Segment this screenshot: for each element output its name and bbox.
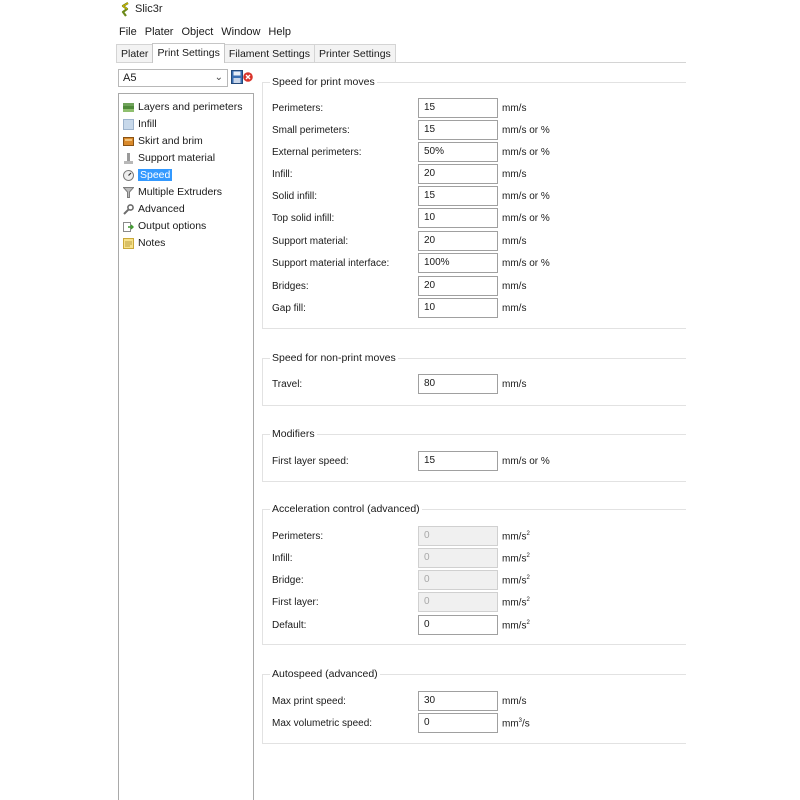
sidebar-item-output-options[interactable] — [123, 218, 206, 234]
sidebar-item-label: Notes — [138, 237, 166, 249]
sidebar-item-speed[interactable] — [123, 167, 172, 183]
max-volumetric-speed-unit: $mm^3/s$ — [502, 718, 530, 730]
menu-window[interactable]: Window — [221, 26, 261, 38]
sidebar-item-label: Advanced — [138, 203, 185, 215]
travel-speed-label: Travel: — [272, 379, 303, 390]
group-title-non-print-moves: Speed for non-print moves — [272, 352, 396, 364]
default-accel-field[interactable]: 0 — [418, 615, 498, 635]
sidebar-item-notes[interactable] — [123, 235, 165, 251]
external-perimeters-speed-field[interactable]: 50% — [418, 142, 498, 162]
perimeters-accel-unit: $mm/s^2$ — [502, 531, 530, 543]
output-icon — [123, 221, 134, 232]
delete-preset-icon[interactable] — [243, 72, 253, 82]
tab-plater[interactable]: Plater — [116, 44, 153, 63]
top-solid-infill-speed-label: Top solid infill: — [272, 213, 335, 224]
travel-speed-field[interactable]: 80 — [418, 374, 498, 394]
menu-bar — [116, 24, 296, 40]
default-accel-label: Default: — [272, 620, 307, 631]
perimeters-speed-field[interactable]: 15 — [418, 98, 498, 118]
funnel-icon — [123, 187, 134, 198]
support-interface-speed-label: Support material interface: — [272, 258, 390, 269]
group-title-autospeed: Autospeed (advanced) — [272, 668, 378, 680]
solid-infill-speed-field[interactable]: 15 — [418, 186, 498, 206]
infill-speed-unit: mm/s — [502, 169, 527, 180]
max-volumetric-speed-field[interactable]: 0 — [418, 713, 498, 733]
small-perimeters-speed-unit: mm/s or % — [502, 125, 550, 136]
note-icon — [123, 238, 134, 249]
small-perimeters-speed-field[interactable]: 15 — [418, 120, 498, 140]
sidebar-item-infill[interactable] — [123, 116, 157, 132]
sidebar-item-label: Support material — [138, 152, 216, 164]
skirt-brim-icon — [123, 136, 134, 147]
infill-accel-unit: $mm/s^2$ — [502, 553, 530, 565]
group-title-print-moves: Speed for print moves — [272, 76, 375, 88]
title-bar — [0, 0, 800, 20]
top-solid-infill-speed-unit: mm/s or % — [502, 213, 550, 224]
sidebar-item-advanced[interactable] — [123, 201, 185, 217]
tab-print-settings[interactable]: Print Settings — [152, 43, 224, 63]
default-accel-unit: $mm/s^2$ — [502, 620, 530, 632]
infill-icon — [123, 119, 134, 130]
travel-speed-unit: mm/s — [502, 379, 527, 390]
support-material-icon — [123, 153, 134, 164]
preset-value: A5 — [123, 72, 137, 84]
gap-fill-speed-unit: mm/s — [502, 303, 527, 314]
sidebar-item-skirt-and-brim[interactable] — [123, 133, 203, 149]
menu-plater[interactable]: Plater — [144, 26, 174, 38]
perimeters-accel-field: 0 — [418, 526, 498, 546]
solid-infill-speed-unit: mm/s or % — [502, 191, 550, 202]
gap-fill-speed-label: Gap fill: — [272, 303, 306, 314]
sidebar-item-label: Multiple Extruders — [138, 186, 223, 198]
first-layer-accel-unit: $mm/s^2$ — [502, 597, 530, 609]
speed-icon — [123, 170, 134, 181]
first-layer-speed-field[interactable]: 15 — [418, 451, 498, 471]
save-preset-icon[interactable] — [231, 70, 243, 84]
perimeters-speed-label: Perimeters: — [272, 103, 324, 114]
group-title-modifiers: Modifiers — [272, 428, 315, 440]
max-volumetric-speed-label: Max volumetric speed: — [272, 718, 373, 729]
first-layer-speed-unit: mm/s or % — [502, 456, 550, 467]
support-material-speed-field[interactable]: 20 — [418, 231, 498, 251]
main-tabs — [116, 43, 395, 63]
settings-tree — [118, 93, 254, 800]
support-material-speed-unit: mm/s — [502, 236, 527, 247]
tab-filament-settings[interactable]: Filament Settings — [224, 44, 315, 63]
sidebar-item-layers-and-perimeters[interactable] — [123, 99, 242, 115]
bridge-accel-field: 0 — [418, 570, 498, 590]
max-print-speed-label: Max print speed: — [272, 696, 346, 707]
menu-object[interactable]: Object — [181, 26, 214, 38]
external-perimeters-speed-unit: mm/s or % — [502, 147, 550, 158]
window-title: Slic3r — [135, 3, 163, 15]
sidebar-item-support-material[interactable] — [123, 150, 215, 166]
sidebar-item-label: Infill — [138, 118, 157, 130]
external-perimeters-speed-label: External perimeters: — [272, 147, 362, 158]
menu-file[interactable]: File — [119, 26, 137, 38]
chevron-down-icon: ⌄ — [214, 72, 223, 83]
bridges-speed-unit: mm/s — [502, 281, 527, 292]
infill-speed-label: Infill: — [272, 169, 293, 180]
perimeters-accel-label: Perimeters: — [272, 531, 324, 542]
support-material-speed-label: Support material: — [272, 236, 349, 247]
top-solid-infill-speed-field[interactable]: 10 — [418, 208, 498, 228]
tab-printer-settings[interactable]: Printer Settings — [314, 44, 396, 63]
sidebar-item-label: Speed — [140, 169, 171, 181]
slic3r-logo-icon — [121, 2, 130, 17]
bridge-accel-label: Bridge: — [272, 575, 304, 586]
bridges-speed-label: Bridges: — [272, 281, 309, 292]
first-layer-accel-field: 0 — [418, 592, 498, 612]
wrench-icon — [123, 204, 134, 215]
group-title-acceleration: Acceleration control (advanced) — [272, 503, 420, 515]
support-interface-speed-field[interactable]: 100% — [418, 253, 498, 273]
bridge-accel-unit: $mm/s^2$ — [502, 575, 530, 587]
menu-help[interactable]: Help — [268, 26, 292, 38]
support-interface-speed-unit: mm/s or % — [502, 258, 550, 269]
first-layer-speed-label: First layer speed: — [272, 456, 349, 467]
layers-icon — [123, 102, 134, 113]
first-layer-accel-label: First layer: — [272, 597, 319, 608]
sidebar-item-label: Layers and perimeters — [138, 101, 243, 113]
sidebar-item-label: Output options — [138, 220, 207, 232]
max-print-speed-unit: mm/s — [502, 696, 527, 707]
bridges-speed-field[interactable]: 20 — [418, 276, 498, 296]
solid-infill-speed-label: Solid infill: — [272, 191, 318, 202]
perimeters-speed-unit: mm/s — [502, 103, 527, 114]
preset-dropdown[interactable] — [118, 69, 228, 87]
infill-speed-field[interactable]: 20 — [418, 164, 498, 184]
sidebar-item-label: Skirt and brim — [138, 135, 203, 147]
infill-accel-field: 0 — [418, 548, 498, 568]
sidebar-item-multiple-extruders[interactable] — [123, 184, 222, 200]
gap-fill-speed-field[interactable]: 10 — [418, 298, 498, 318]
small-perimeters-speed-label: Small perimeters: — [272, 125, 350, 136]
infill-accel-label: Infill: — [272, 553, 293, 564]
max-print-speed-field[interactable]: 30 — [418, 691, 498, 711]
